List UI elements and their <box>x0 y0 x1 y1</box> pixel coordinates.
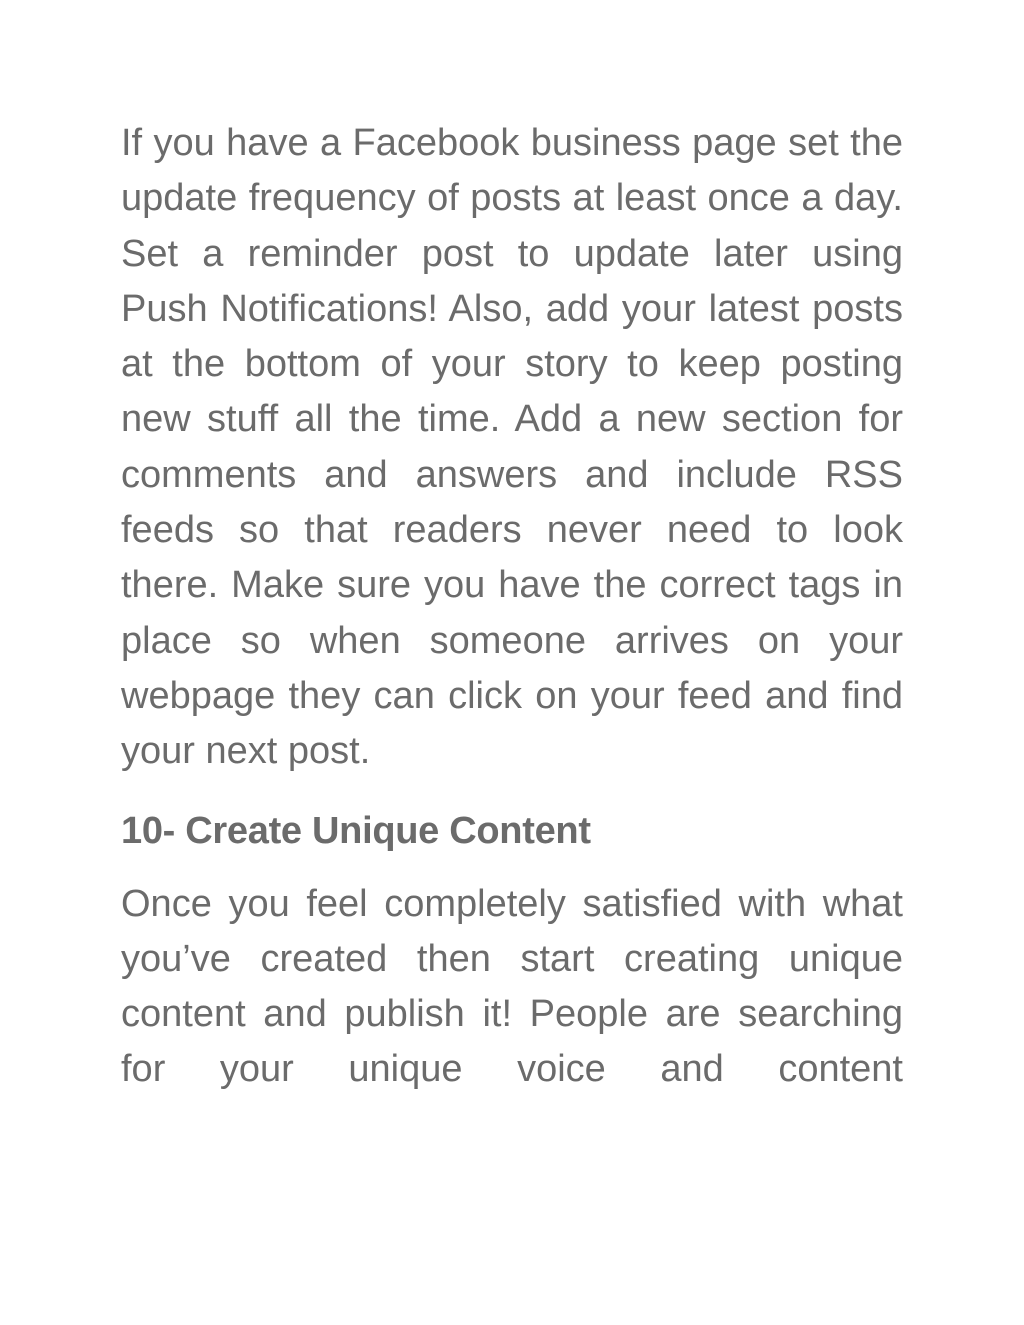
body-paragraph: If you have a Facebook business page set the update frequency of posts at least once a day. Set a reminder post to update later using Push Notifications! Also, add your latest posts at the bottom of your story to keep posting new stuff all the time. Add a new section for comments and answers and include RSS feeds so that readers never need to look there. Make sure you have the correct tags in place so when someone arrives on your webpage they can click on your feed and find your next post. <box>121 122 903 773</box>
document-page <box>121 116 903 1098</box>
body-paragraph: Once you feel completely satisfied with what you’ve created then start creating unique content and publish it! People are searching for your unique voice and content <box>121 882 903 1091</box>
section-heading: 10- Create Unique Content <box>121 809 591 852</box>
